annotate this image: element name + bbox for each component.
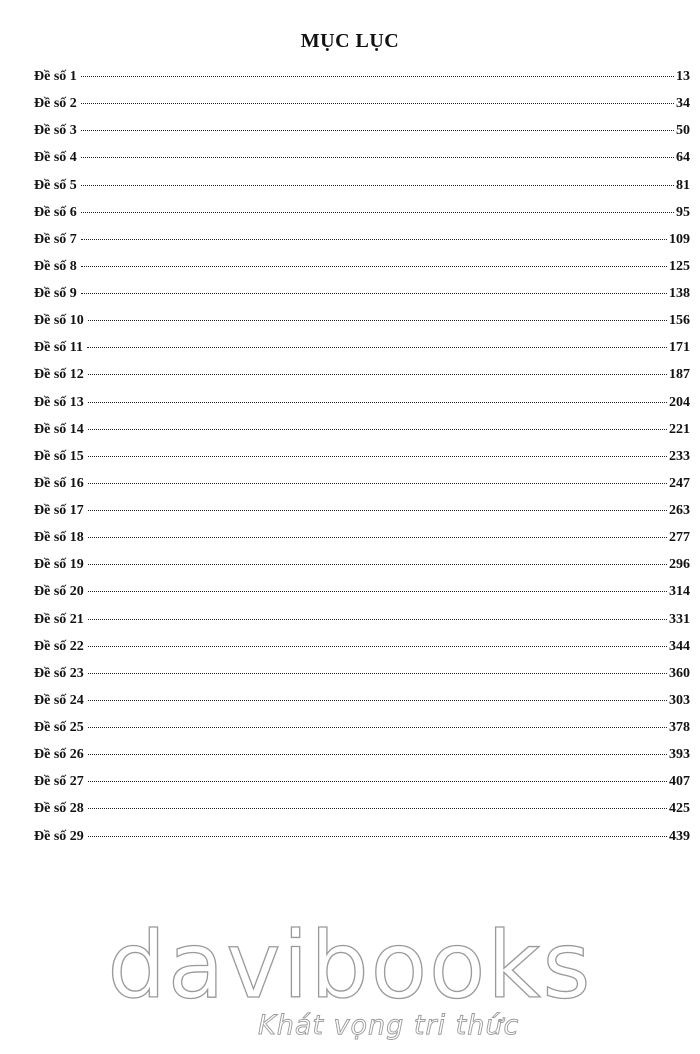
toc-entry-label: Đề số 16: [34, 475, 84, 491]
toc-entry-label: Đề số 29: [34, 828, 84, 844]
toc-entry[interactable]: [34, 476, 690, 503]
toc-entry[interactable]: [34, 557, 690, 584]
toc-entry-label: Đề số 21: [34, 611, 84, 627]
toc-entry-page-number: 95: [676, 204, 690, 220]
toc-entry-label: Đề số 17: [34, 503, 84, 518]
dot-leader: [88, 836, 667, 837]
toc-entry-page-number: 125: [669, 258, 690, 274]
toc-entry-page-number: 81: [676, 177, 690, 193]
toc-entry[interactable]: [34, 612, 690, 639]
toc-entry-label: Đề số 9: [34, 286, 77, 301]
toc-entry-label: Đề số 10: [34, 313, 84, 329]
dot-leader: [81, 130, 674, 131]
dot-leader: [88, 320, 667, 321]
dot-leader: [88, 456, 667, 457]
toc-entry-label: Đề số 11: [34, 340, 83, 356]
dot-leader: [88, 808, 667, 809]
page-title: MỤC LỤC: [300, 30, 400, 52]
toc-entry[interactable]: [34, 801, 690, 828]
toc-entry-label: Đề số 19: [34, 557, 84, 573]
watermark-brand: davibooks: [107, 912, 593, 1019]
toc-entry-page-number: 13: [676, 69, 690, 84]
toc-entry-page-number: 221: [669, 421, 690, 437]
toc-entry-label: Đề số 15: [34, 448, 84, 464]
toc-entry-label: Đề số 22: [34, 638, 84, 654]
toc-entry[interactable]: [34, 69, 690, 96]
toc-entry[interactable]: [34, 96, 690, 123]
toc-entry-label: Đề số 27: [34, 774, 84, 790]
toc-entry-page-number: 50: [676, 123, 690, 139]
toc-entry[interactable]: [34, 503, 690, 530]
toc-entry-label: Đề số 14: [34, 421, 84, 437]
toc-entry-label: Đề số 5: [34, 177, 77, 193]
toc-entry-page-number: 303: [669, 692, 690, 708]
toc-entry-label: Đề số 24: [34, 692, 84, 708]
toc-entry-page-number: 34: [676, 96, 690, 112]
toc-entry-label: Đề số 6: [34, 204, 77, 220]
toc-entry-page-number: 247: [669, 475, 690, 491]
toc-entry-label: Đề số 4: [34, 150, 77, 166]
toc-entry-page-number: 296: [669, 557, 690, 573]
dot-leader: [88, 646, 667, 647]
toc-entry-label: Đề số 7: [34, 231, 77, 247]
dot-leader: [88, 564, 667, 565]
toc-entry[interactable]: [34, 774, 690, 801]
toc-entry-label: Đề số 23: [34, 665, 84, 681]
toc-entry-page-number: 439: [669, 828, 690, 844]
toc-entry-page-number: 331: [669, 611, 690, 627]
toc-entry[interactable]: [34, 205, 690, 232]
toc-entry[interactable]: [34, 720, 690, 747]
toc-entry[interactable]: [34, 367, 690, 394]
toc-entry[interactable]: [34, 639, 690, 666]
toc-entry-page-number: 204: [669, 394, 690, 410]
table-of-contents: [34, 69, 690, 856]
toc-entry[interactable]: [34, 340, 690, 367]
toc-entry-page-number: 156: [669, 313, 690, 329]
toc-entry[interactable]: [34, 530, 690, 557]
toc-entry-page-number: 344: [669, 638, 690, 654]
toc-entry[interactable]: [34, 123, 690, 150]
toc-entry[interactable]: [34, 829, 690, 856]
toc-entry-page-number: 263: [669, 503, 690, 518]
toc-entry[interactable]: [34, 150, 690, 177]
dot-leader: [88, 483, 667, 484]
toc-entry[interactable]: [34, 395, 690, 422]
toc-entry-page-number: 393: [669, 747, 690, 763]
dot-leader: [88, 673, 667, 674]
dot-leader: [81, 185, 674, 186]
toc-entry[interactable]: [34, 232, 690, 259]
toc-entry-label: Đề số 25: [34, 720, 84, 735]
toc-entry[interactable]: [34, 178, 690, 205]
toc-entry-label: Đề số 8: [34, 258, 77, 274]
toc-entry-page-number: 378: [669, 720, 690, 735]
toc-entry[interactable]: [34, 449, 690, 476]
toc-entry[interactable]: [34, 422, 690, 449]
dot-leader: [81, 266, 667, 267]
toc-entry-label: Đề số 1: [34, 69, 77, 84]
toc-entry-page-number: 277: [669, 530, 690, 546]
dot-leader: [88, 754, 667, 755]
dot-leader: [88, 591, 667, 592]
toc-entry-label: Đề số 12: [34, 367, 84, 383]
dot-leader: [81, 212, 674, 213]
toc-entry-page-number: 425: [669, 801, 690, 817]
dot-leader: [88, 781, 667, 782]
dot-leader: [88, 429, 667, 430]
toc-entry[interactable]: [34, 259, 690, 286]
dot-leader: [87, 347, 667, 348]
dot-leader: [88, 402, 667, 403]
toc-entry-page-number: 233: [669, 448, 690, 464]
toc-entry[interactable]: [34, 747, 690, 774]
toc-entry-page-number: 109: [669, 231, 690, 247]
dot-leader: [81, 239, 667, 240]
toc-entry-label: Đề số 28: [34, 801, 84, 817]
toc-entry[interactable]: [34, 313, 690, 340]
dot-leader: [88, 619, 667, 620]
toc-entry-page-number: 171: [669, 340, 690, 356]
dot-leader: [88, 510, 667, 511]
dot-leader: [81, 103, 674, 104]
watermark-slogan: Khát vọng tri thức: [258, 1010, 520, 1041]
dot-leader: [88, 374, 667, 375]
toc-entry[interactable]: [34, 666, 690, 693]
dot-leader: [88, 537, 667, 538]
toc-entry-label: Đề số 3: [34, 123, 77, 139]
toc-entry-label: Đề số 2: [34, 96, 77, 112]
toc-entry-page-number: 138: [669, 286, 690, 301]
toc-entry-page-number: 407: [669, 774, 690, 790]
toc-entry-page-number: 314: [669, 584, 690, 600]
toc-entry[interactable]: [34, 584, 690, 611]
toc-entry[interactable]: [34, 693, 690, 720]
toc-entry-page-number: 360: [669, 665, 690, 681]
toc-entry-page-number: 64: [676, 150, 690, 166]
toc-entry-label: Đề số 20: [34, 584, 84, 600]
toc-entry-page-number: 187: [669, 367, 690, 383]
dot-leader: [81, 76, 674, 77]
dot-leader: [81, 293, 667, 294]
toc-entry-label: Đề số 18: [34, 530, 84, 546]
toc-entry-label: Đề số 13: [34, 394, 84, 410]
dot-leader: [88, 700, 667, 701]
dot-leader: [88, 727, 667, 728]
toc-entry-label: Đề số 26: [34, 747, 84, 763]
dot-leader: [81, 157, 674, 158]
toc-entry[interactable]: [34, 286, 690, 313]
